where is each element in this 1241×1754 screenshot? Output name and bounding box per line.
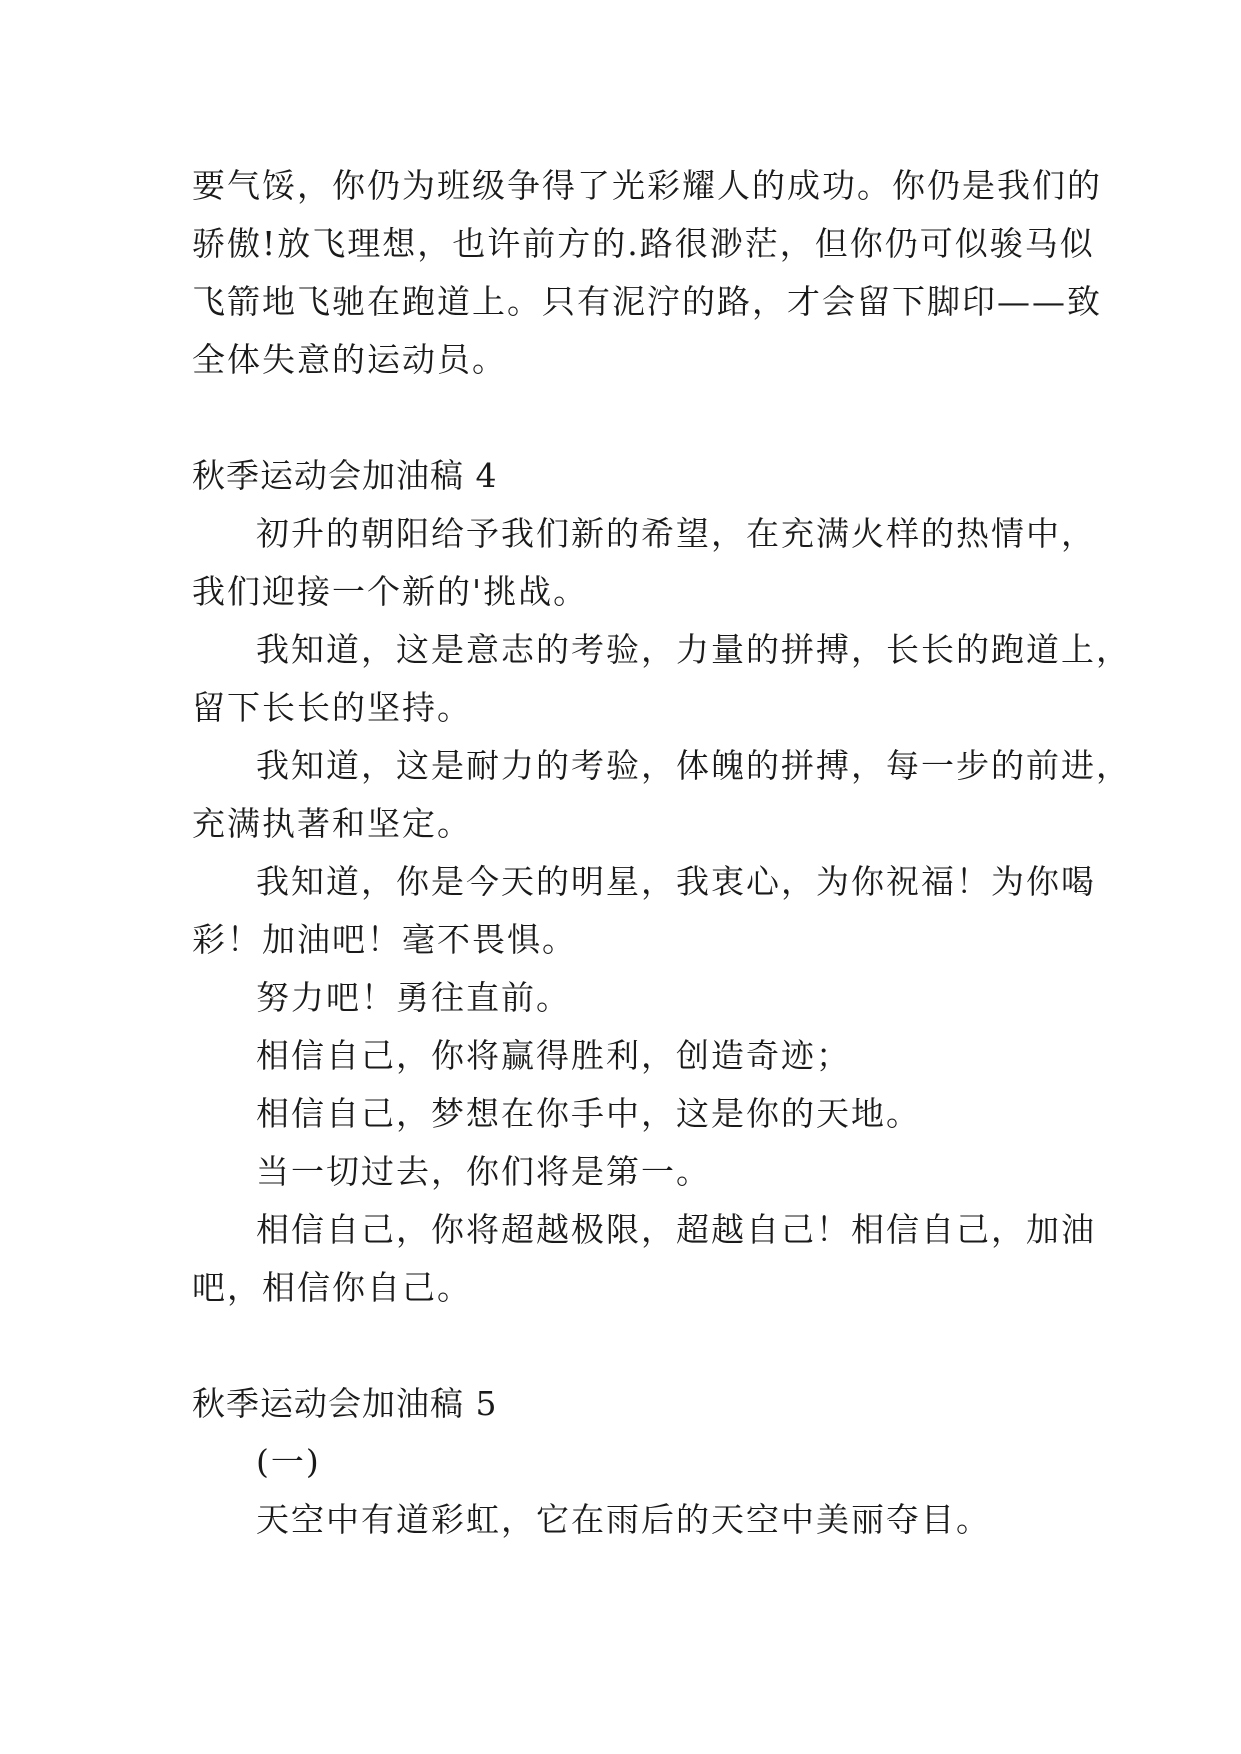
paragraph-line: 我们迎接一个新的'挑战。 <box>192 572 589 611</box>
paragraph-line: 我知道，你是今天的明星，我衷心，为你祝福！为你喝 <box>256 862 1096 901</box>
paragraph-line: 充满执著和坚定。 <box>192 804 472 843</box>
paragraph-line: 要气馁，你仍为班级争得了光彩耀人的成功。你仍是我们的 <box>192 166 1102 205</box>
paragraph-line: 当一切过去，你们将是第一。 <box>256 1152 711 1191</box>
section-title: 秋季运动会加油稿 4 <box>192 456 498 495</box>
paragraph-line: 彩！加油吧！毫不畏惧。 <box>192 920 577 959</box>
paragraph-line: 相信自己，你将赢得胜利，创造奇迹； <box>256 1036 851 1075</box>
paragraph-line: 飞箭地飞驰在跑道上。只有泥泞的路，才会留下脚印——致 <box>192 282 1102 321</box>
paragraph-line: 我知道，这是意志的考验，力量的拼搏，长长的跑道上， <box>256 630 1131 669</box>
section-title: 秋季运动会加油稿 5 <box>192 1384 498 1423</box>
paragraph-line: 天空中有道彩虹，它在雨后的天空中美丽夺目。 <box>256 1500 991 1539</box>
paragraph-line: 初升的朝阳给予我们新的希望，在充满火样的热情中， <box>256 514 1096 553</box>
paragraph-line: 吧，相信你自己。 <box>192 1268 472 1307</box>
paragraph-line: 全体失意的运动员。 <box>192 340 507 379</box>
paragraph-line: 留下长长的坚持。 <box>192 688 472 727</box>
paragraph-line: 相信自己，你将超越极限，超越自己！相信自己，加油 <box>256 1210 1096 1249</box>
paragraph-line: (一) <box>256 1442 321 1481</box>
paragraph-line: 相信自己，梦想在你手中，这是你的天地。 <box>256 1094 921 1133</box>
paragraph-line: 骄傲!放飞理想，也许前方的.路很渺茫，但你仍可似骏马似 <box>192 224 1095 263</box>
paragraph-line: 努力吧！勇往直前。 <box>256 978 571 1017</box>
paragraph-line: 我知道，这是耐力的考验，体魄的拼搏，每一步的前进， <box>256 746 1131 785</box>
